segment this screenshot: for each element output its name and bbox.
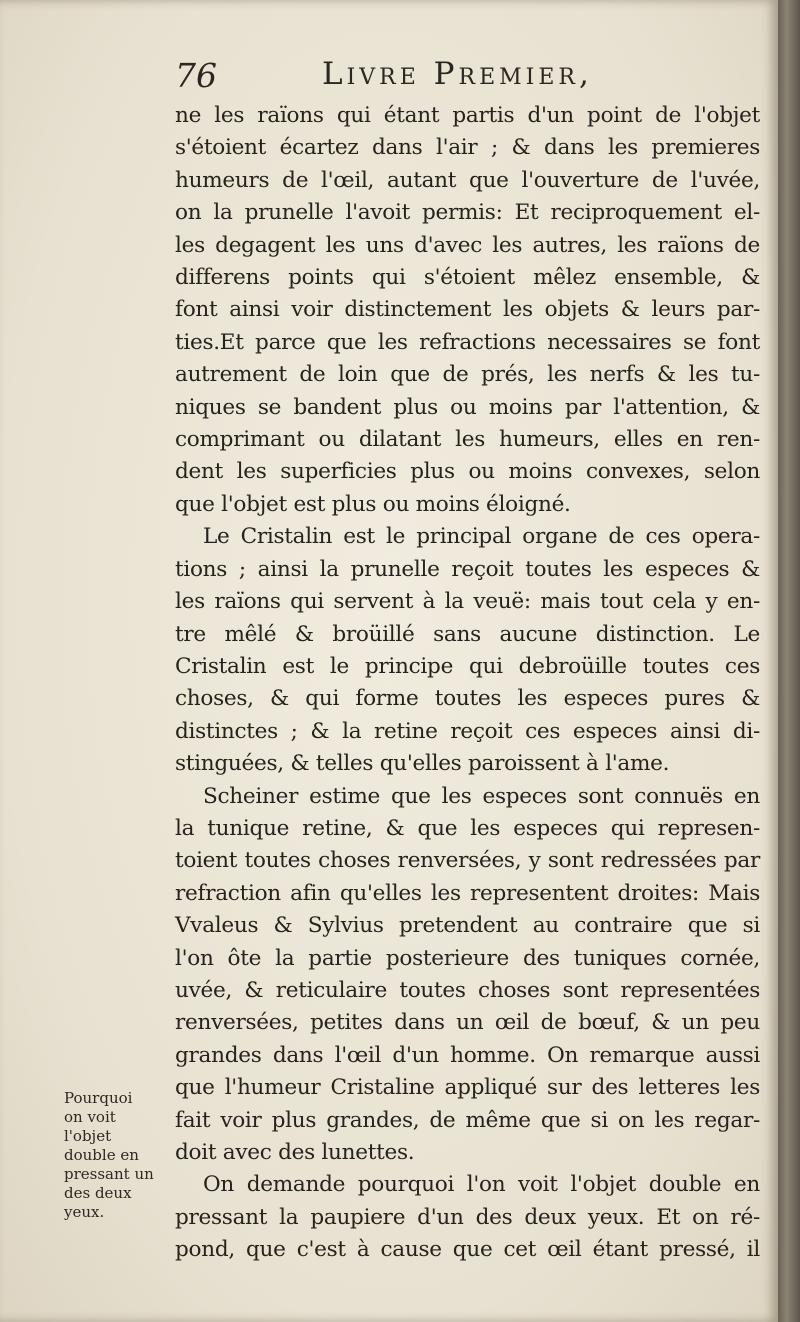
text-line: Vvaleus & Sylvius pretendent au contraire que si — [175, 913, 760, 939]
text-line: uvée, & reticulaire toutes choses sont representées — [175, 977, 760, 1003]
margin-note-line: on voit — [64, 1108, 116, 1126]
text-line: choses, & qui forme toutes les especes pures & — [175, 686, 760, 712]
margin-note-line: yeux. — [64, 1203, 105, 1221]
text-line: Cristalin est le principe qui debroüille toutes ces — [175, 653, 760, 679]
text-line: tions ; ainsi la prunelle reçoit toutes les especes & — [175, 556, 760, 582]
text-line: autrement de loin que de prés, les nerfs & les tu- — [175, 362, 760, 388]
text-line: que l'objet est plus ou moins éloigné. — [175, 491, 571, 517]
body-text — [175, 100, 760, 1267]
text-line: On demande pourquoi l'on voit l'objet double en — [203, 1172, 760, 1198]
book-page-edge — [778, 0, 800, 1322]
text-line: toient toutes choses renversées, y sont redressées par — [175, 848, 760, 874]
text-line: pressant la paupiere d'un des deux yeux. Et on ré- — [175, 1204, 760, 1230]
text-line: ties.Et parce que les refractions necessaires se font — [175, 329, 760, 355]
text-line: humeurs de l'œil, autant que l'ouverture de l'uvée, — [175, 167, 760, 193]
margin-note — [64, 1089, 172, 1222]
text-line: pond, que c'est à cause que cet œil étant pressé, il — [175, 1237, 760, 1263]
text-line: tre mêlé & broüillé sans aucune distinction. Le — [175, 621, 760, 647]
text-line: distinctes ; & la retine reçoit ces especes ainsi di- — [175, 718, 760, 744]
margin-note-line: des deux — [64, 1184, 132, 1202]
text-line: doit avec des lunettes. — [175, 1140, 415, 1165]
text-line: grandes dans l'œil d'un homme. On remarque aussi — [175, 1042, 760, 1068]
text-line: Le Cristalin est le principal organe de ces opera- — [203, 524, 760, 550]
text-line: s'étoient écartez dans l'air ; & dans les premieres — [175, 135, 760, 161]
text-line: renversées, petites dans un œil de bœuf, & un peu — [175, 1010, 760, 1036]
text-line: les raïons qui servent à la veuë: mais tout cela y en- — [175, 589, 760, 615]
text-line: la tunique retine, & que les especes qui represen- — [175, 815, 760, 841]
text-line: ne les raïons qui étant partis d'un point de l'objet — [175, 103, 760, 128]
text-line: stinguées, & telles qu'elles paroissent à l'ame. — [175, 751, 670, 777]
text-line: comprimant ou dilatant les humeurs, elles en ren- — [175, 427, 760, 453]
text-line: fait voir plus grandes, de même que si on les regar- — [175, 1107, 760, 1133]
text-line: refraction afin qu'elles les representent droites: Mais — [175, 880, 760, 906]
text-line: dent les superficies plus ou moins convexes, selon — [175, 459, 760, 485]
text-line: differens points qui s'étoient mêlez ensemble, & — [175, 265, 760, 291]
text-line: les degagent les uns d'avec les autres, les raïons de — [175, 232, 760, 258]
text-line: l'on ôte la partie posterieure des tuniques cornée, — [175, 945, 760, 971]
text-line: Scheiner estime que les especes sont connuës en — [203, 783, 760, 809]
margin-note-line: pressant un — [64, 1165, 154, 1183]
text-line: que l'humeur Cristaline appliqué sur des letteres les — [175, 1075, 760, 1101]
page-number: 76 — [175, 56, 217, 95]
page-header — [175, 52, 760, 102]
margin-note-line: Pourquoi — [64, 1089, 133, 1107]
margin-note-line: double en — [64, 1146, 139, 1164]
running-title: Livre Premier, — [322, 56, 593, 92]
text-line: on la prunelle l'avoit permis: Et reciproquement el- — [175, 200, 760, 226]
text-line: niques se bandent plus ou moins par l'attention, & — [175, 394, 760, 420]
margin-note-line: l'objet — [64, 1127, 112, 1145]
text-line: font ainsi voir distinctement les objets & leurs par- — [175, 297, 760, 323]
